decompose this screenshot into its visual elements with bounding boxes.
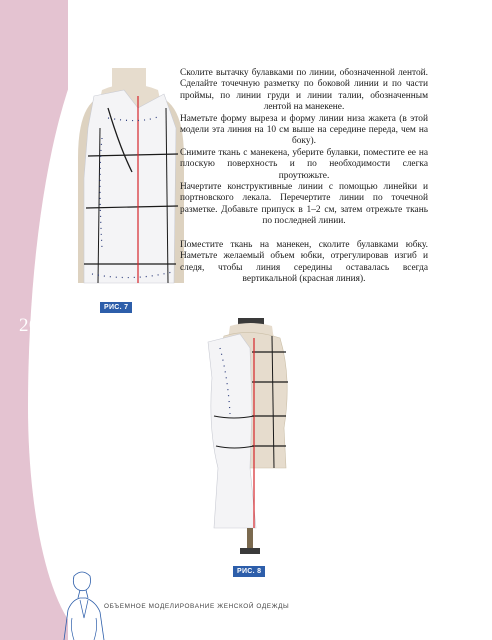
footer-book-title: ОБЪЕМНОЕ МОДЕЛИРОВАНИЕ ЖЕНСКОЙ ОДЕЖДЫ xyxy=(104,603,290,610)
paragraph-3: Снимите ткань с манекена, уберите булавки, поместите ее на плоскую поверхность и по необходимости слегка проутюжьте. xyxy=(180,147,428,181)
figure-8-photo xyxy=(200,318,302,558)
page-number: 208 xyxy=(19,315,49,336)
paragraph-2: Наметьте форму выреза и форму линии низа жакета (в этой модели эта линия на 10 см выше на середине переда, чем на боку). xyxy=(180,113,428,147)
paragraph-1: Сколите вытачку булавками по линии, обозначенной лентой. Сделайте точечную разметку по боковой линии и по части проймы, по линии груди и линии талии, обозначенным лентой на манекене. xyxy=(180,68,428,113)
fashion-sketch-icon xyxy=(56,566,108,640)
paragraph-5: Поместите ткань на манекен, сколите булавками юбку. Наметьте желаемый объем юбки, отрегулировав изгиб и следя, чтобы линия середины оставалась всегда вертикальной (красная линия). xyxy=(180,239,428,284)
figure-7-caption: РИС. 7 xyxy=(100,302,132,313)
instruction-text xyxy=(180,68,428,285)
figure-8-caption: РИС. 8 xyxy=(233,566,265,577)
figure-7-photo xyxy=(72,68,190,300)
paragraph-4: Начертите конструктивные линии с помощью линейки и портновского лекала. Перечертите линии по точечной разметке. Добавьте припуск в 1–2 см, затем отрежьте ткань по последней линии. xyxy=(180,182,428,227)
